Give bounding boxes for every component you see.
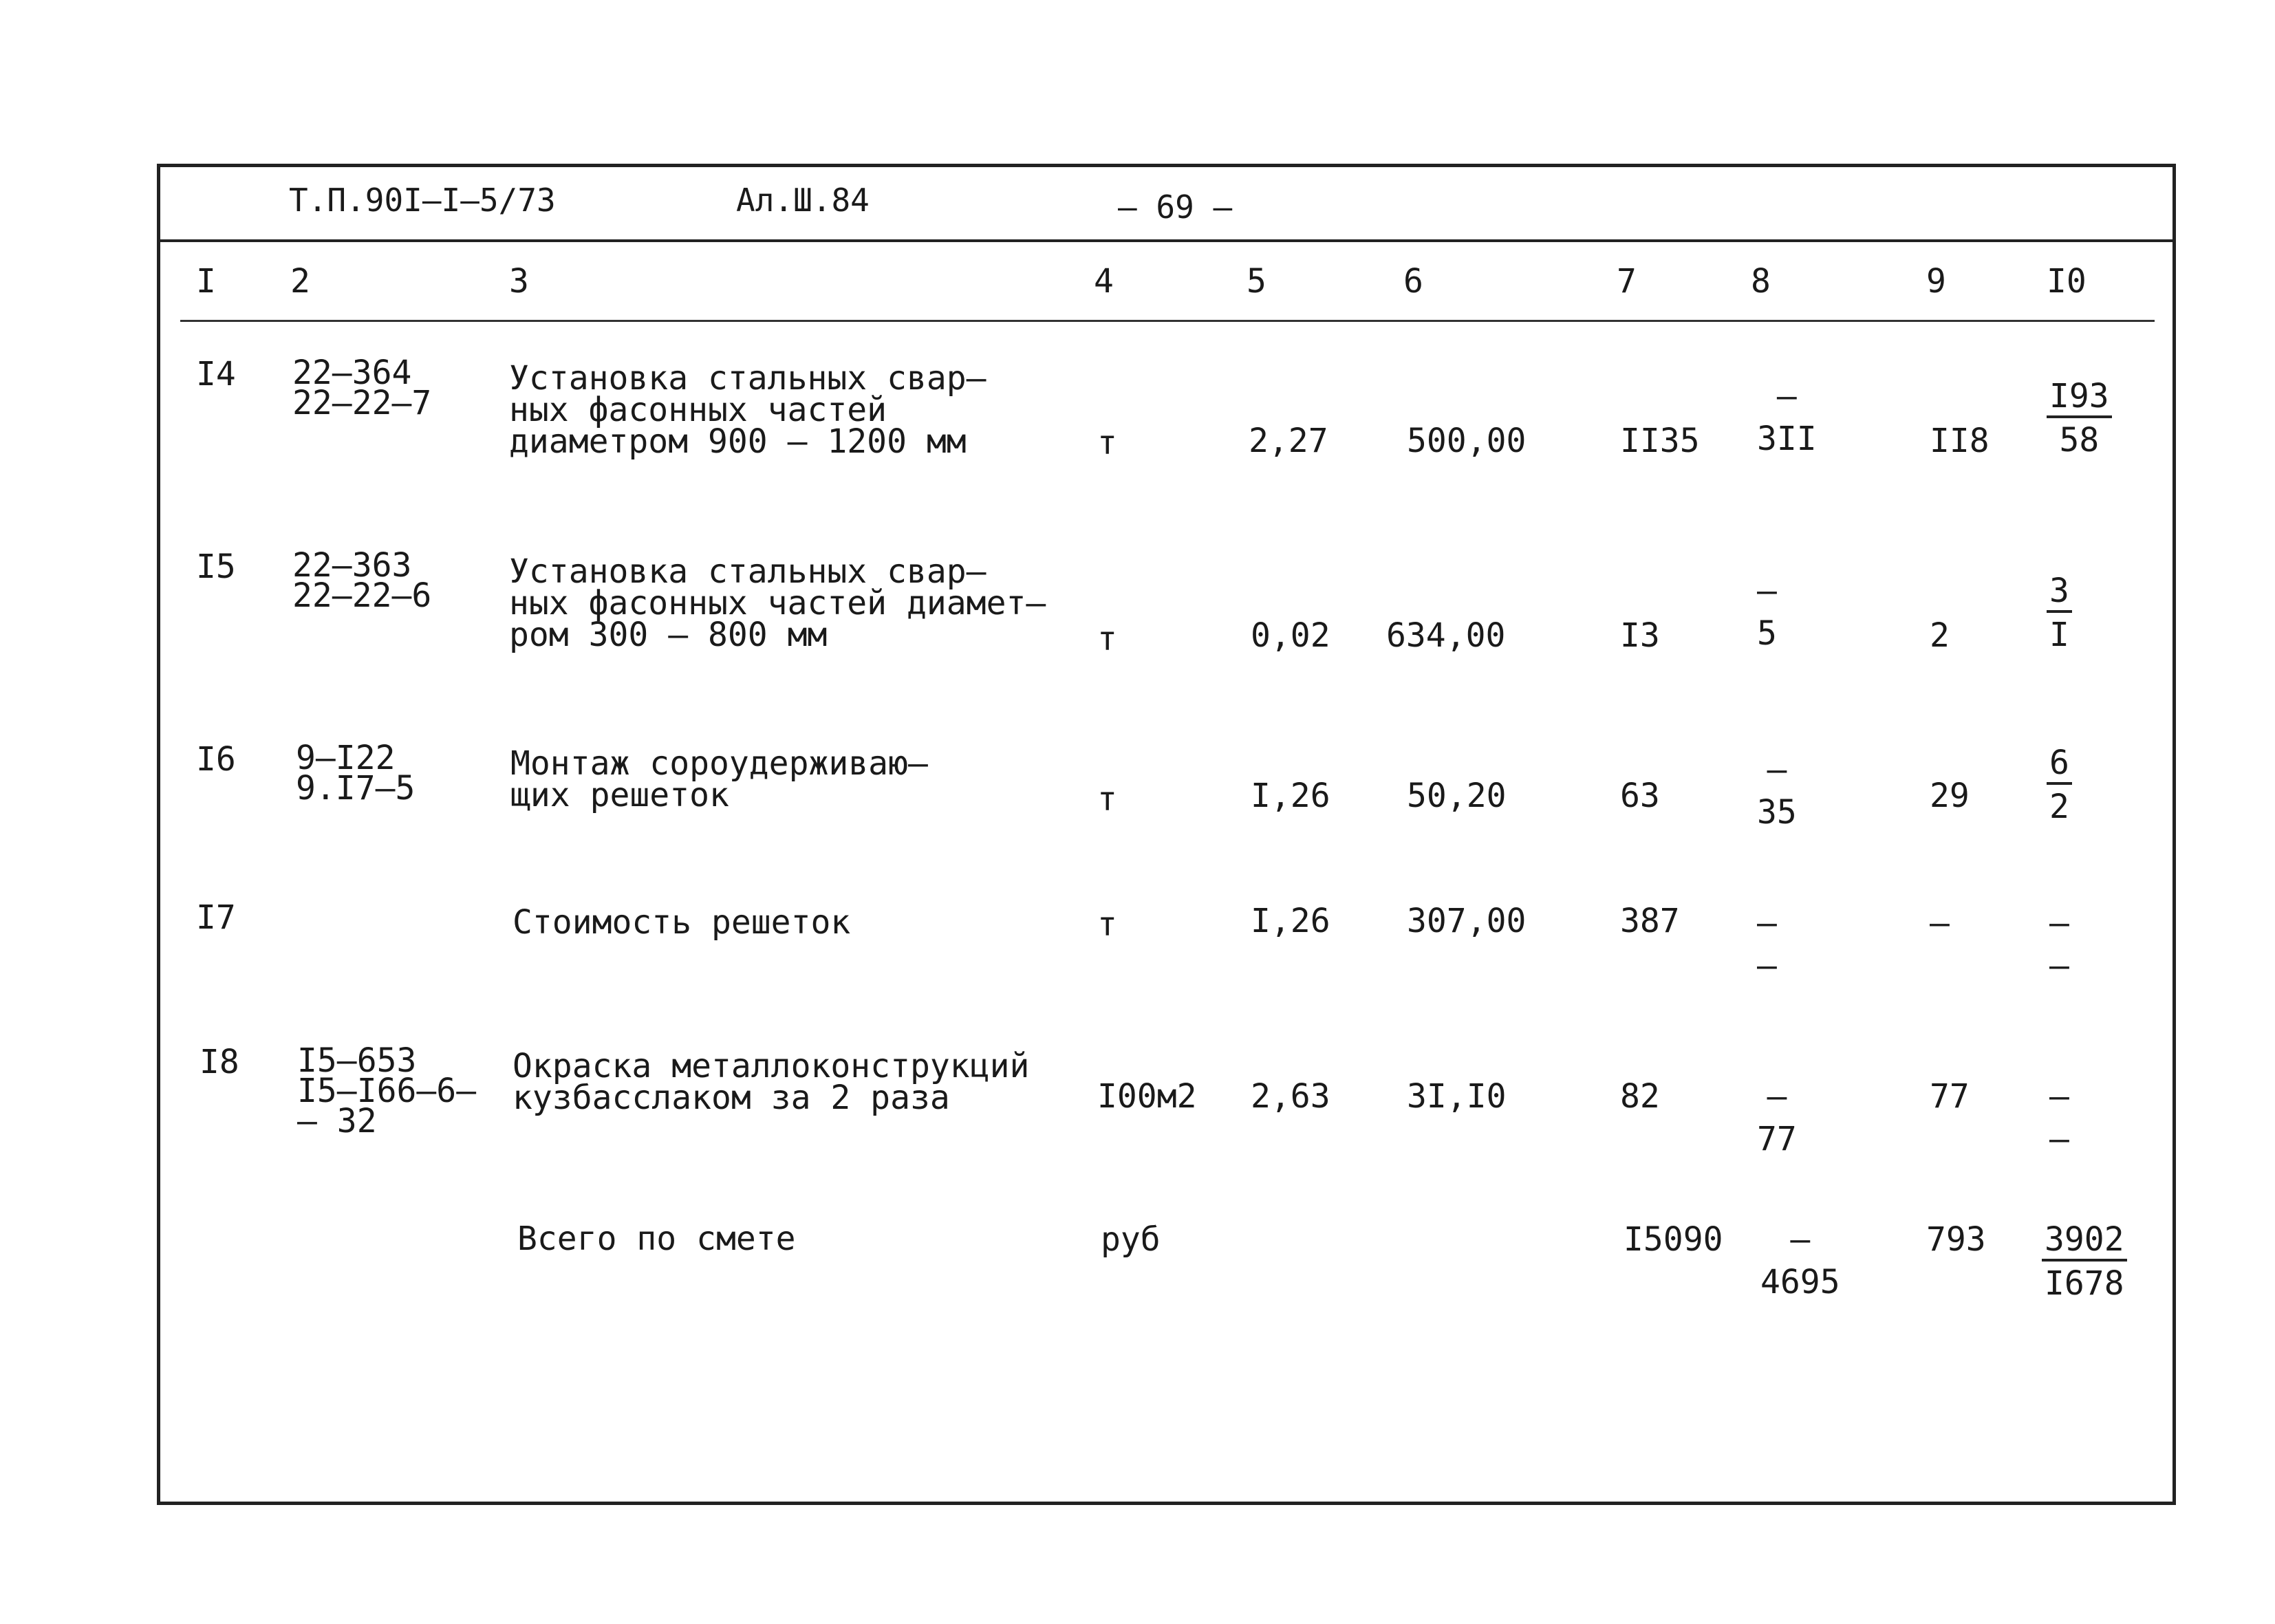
quantity: I,26 [1251,777,1330,815]
summary-total: I5090 [1624,1220,1723,1259]
fraction-bottom: 77 [1757,1120,1797,1158]
rate-code: 22–364 22–22–7 [292,354,432,422]
unit-price: 3I,I0 [1407,1077,1507,1116]
unit: т [1097,424,1117,462]
unit-price: 634,00 [1386,616,1506,655]
column-9-value: – [1930,904,1950,942]
column-9-value: 2 [1930,616,1950,655]
fraction-bar [2047,782,2072,785]
fraction-top: – [1790,1220,1811,1259]
fraction-top: – [2049,1077,2069,1116]
column-header: 6 [1403,262,1423,301]
column-10-fraction [2047,904,2072,985]
column-10-fraction [2047,744,2072,826]
fraction-bar [2047,415,2112,418]
total-cost: I3 [1620,616,1660,655]
column-10-fraction [2047,377,2112,459]
column-8-fraction [1754,904,1780,985]
fraction-top: – [1757,904,1777,942]
total-cost: 387 [1620,902,1680,940]
quantity: I,26 [1251,902,1330,940]
column-header: 4 [1094,262,1114,301]
quantity: 2,63 [1251,1077,1330,1116]
work-description: Установка стальных свар– ных фасонных частей диаметром 900 – 1200 мм [509,359,986,461]
fraction-bottom: 58 [2059,421,2100,459]
sheet-number: Ал.Ш.84 [736,182,870,219]
fraction-top: I93 [2049,377,2109,415]
fraction-bar [2042,1259,2127,1262]
fraction-top: – [1776,377,1797,415]
fraction-top: 6 [2049,744,2069,782]
fraction-bottom: I [2049,616,2069,654]
rate-code: 22–363 22–22–6 [292,546,432,615]
column-header: 7 [1617,262,1637,301]
column-header: 5 [1247,262,1266,301]
unit-price: 500,00 [1407,422,1527,460]
fraction-top: – [2049,904,2069,942]
fraction-top: – [1767,1077,1787,1116]
column-header: 8 [1751,262,1771,301]
row-number: I8 [200,1043,239,1081]
work-description: Установка стальных свар– ных фасонных частей диамет– ром 300 – 800 мм [509,552,1046,654]
fraction-top: – [1767,750,1787,789]
column-header: 3 [509,262,529,301]
work-description: Стоимость решеток [513,903,851,942]
column-8-fraction [1754,377,1820,458]
fraction-top: 3902 [2045,1220,2124,1259]
rate-code: I5–653 I5–I66–6– – 32 [297,1041,477,1140]
fraction-bar [2047,610,2072,613]
header-divider [157,239,2176,242]
column-header: I0 [2047,262,2087,301]
column-9-value: II8 [1930,422,1990,460]
work-description: Монтаж сороудерживаю– щих решеток [510,744,928,814]
quantity: 2,27 [1249,422,1328,460]
row-number: I7 [196,898,236,937]
column-8-fraction [1754,750,1800,832]
rate-code: 9–I22 9.I7–5 [296,739,416,808]
summary-column-9: 793 [1926,1220,1986,1259]
page-number: – 69 – [1118,188,1233,226]
fraction-bottom: – [2049,1120,2069,1158]
total-cost: II35 [1620,422,1700,460]
fraction-bottom: 3II [1757,420,1817,458]
fraction-top: – [1757,572,1777,610]
column-header: 2 [290,262,310,301]
fraction-top: 3 [2049,572,2069,610]
column-8-fraction [1754,572,1780,653]
unit-price: 307,00 [1407,902,1527,940]
total-cost: 63 [1620,777,1660,815]
column-header-divider [180,320,2155,322]
fraction-bottom: 2 [2049,788,2069,826]
fraction-bottom: – [1757,946,1777,985]
unit: т [1097,620,1117,658]
document-code: Т.П.90I–I–5/73 [289,182,556,219]
row-number: I4 [196,355,236,393]
column-10-fraction [2047,572,2072,654]
row-number: I5 [196,548,236,586]
unit-price: 50,20 [1407,777,1507,815]
unit: т [1097,905,1117,944]
row-number: I6 [196,740,236,779]
fraction-bottom: 4695 [1760,1263,1840,1301]
column-header: 9 [1926,262,1946,301]
fraction-bottom: 35 [1757,793,1797,832]
column-8-fraction [1754,1077,1800,1158]
summary-unit: руб [1101,1220,1161,1259]
quantity: 0,02 [1251,616,1330,655]
table-frame [157,164,2176,1505]
unit: I00м2 [1097,1077,1197,1116]
summary-column-10-fraction [2042,1220,2127,1303]
column-9-value: 29 [1930,777,1970,815]
summary-column-8-fraction [1758,1220,1843,1301]
unit: т [1097,780,1117,819]
fraction-bottom: – [2049,946,2069,985]
work-description: Окраска металлоконструкций кузбасслаком за 2 раза [513,1047,1030,1117]
column-header: I [196,262,216,301]
fraction-bottom: 5 [1757,614,1777,653]
column-9-value: 77 [1930,1077,1970,1116]
fraction-bottom: I678 [2045,1264,2124,1303]
column-10-fraction [2047,1077,2072,1158]
total-cost: 82 [1620,1077,1660,1116]
summary-label: Всего по смете [517,1220,796,1258]
